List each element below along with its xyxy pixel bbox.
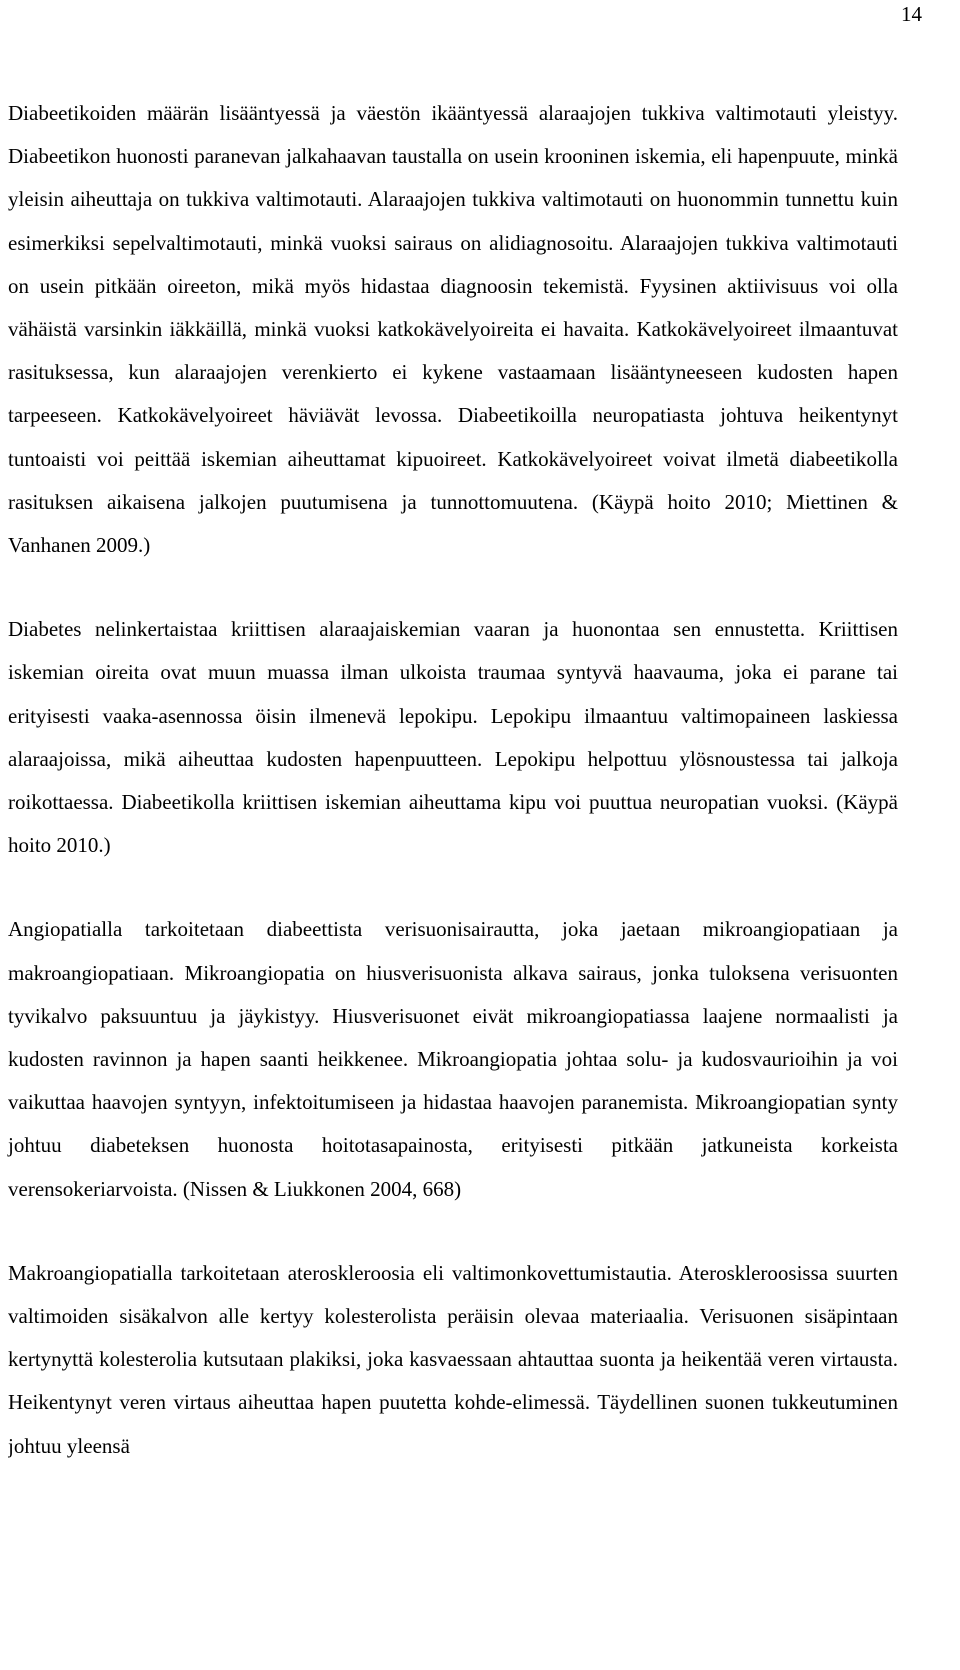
paragraph-macroangiopathy: Makroangiopatialla tarkoitetaan ateroskleroosia eli valtimonkovettumistautia. Ateroskleroosissa suurten valtimoiden sisäkalvon alle kertyy kolesterolista peräisin olevaa materiaalia. Verisuonen sisäpintaan kertynyttä kolesterolia kutsutaan plakiksi, joka kasvaessaan ahtauttaa suonta ja heikentää veren virtausta. Heikentynyt veren virtaus aiheuttaa hapen puutetta kohde-elimessä. Täydellinen suonen tukkeutuminen johtuu yleensä bbox=[8, 1260, 898, 1458]
paragraph-peripheral-artery-disease: Diabeetikoiden määrän lisääntyessä ja väestön ikääntyessä alaraajojen tukkiva valtimotauti yleistyy. Diabeetikon huonosti paranevan jalkahaavan taustalla on usein krooninen iskemia, eli hapenpuute, minkä yleisin aiheuttaja on tukkiva valtimotauti. Alaraajojen tukkiva valtimotauti on huonommin tunnettu kuin esimerkiksi sepelvaltimotauti, minkä vuoksi sairaus on alidiagnosoitu. Alaraajojen tukkiva valtimotauti on usein pitkään oireeton, mikä myös hidastaa diagnoosin tekemistä. Fyysinen aktiivisuus voi olla vähäistä varsinkin iäkkäillä, minkä vuoksi katkokävelyoireita ei havaita. Katkokävelyoireet ilmaantuvat rasituksessa, kun alaraajojen verenkierto ei kykene vastaamaan lisääntyneeseen kudosten hapen tarpeeseen. Katkokävelyoireet häviävät levossa. Diabeetikoilla neuropatiasta johtuva heikentynyt tuntoaisti voi peittää iskemian aiheuttamat kipuoireet. Katkokävelyoireet voivat ilmetä diabeetikolla rasituksen aikaisena jalkojen puutumisena ja tunnottomuutena. (Käypä hoito 2010; Miettinen & Vanhanen 2009.) bbox=[8, 101, 898, 558]
document-body bbox=[8, 92, 898, 1596]
page-number: 14 bbox=[901, 2, 922, 26]
paragraph-microangiopathy: Angiopatialla tarkoitetaan diabeettista verisuonisairautta, joka jaetaan mikroangiopatiaan ja makroangiopatiaan. Mikroangiopatia on hiusverisuonista alkava sairaus, jonka tuloksena verisuonten tyvikalvo paksuuntuu ja jäykistyy. Hiusverisuonet eivät mikroangiopatiassa laajene normaalisti ja kudosten ravinnon ja hapen saanti heikkenee. Mikroangiopatia johtaa solu- ja kudosvaurioihin ja voi vaikuttaa haavojen syntyyn, infektoitumiseen ja hidastaa haavojen paranemista. Mikroangiopatian synty johtuu diabeteksen huonosta hoitotasapainosta, erityisesti pitkään jatkuneista korkeista verensokeriarvoista. (Nissen & Liukkonen 2004, 668) bbox=[8, 917, 898, 1201]
paragraph-critical-ischemia: Diabetes nelinkertaistaa kriittisen alaraajaiskemian vaaran ja huonontaa sen ennustetta. Kriittisen iskemian oireita ovat muun muassa ilman ulkoista traumaa syntyvä haavauma, joka ei parane tai erityisesti vaaka-asennossa öisin ilmenevä lepokipu. Lepokipu ilmaantuu valtimopaineen laskiessa alaraajoissa, mikä aiheuttaa kudosten hapenpuutteen. Lepokipu helpottuu ylösnoustessa tai jalkoja roikottaessa. Diabeetikolla kriittisen iskemian aiheuttama kipu voi puuttua neuropatian vuoksi. (Käypä hoito 2010.) bbox=[8, 617, 898, 858]
